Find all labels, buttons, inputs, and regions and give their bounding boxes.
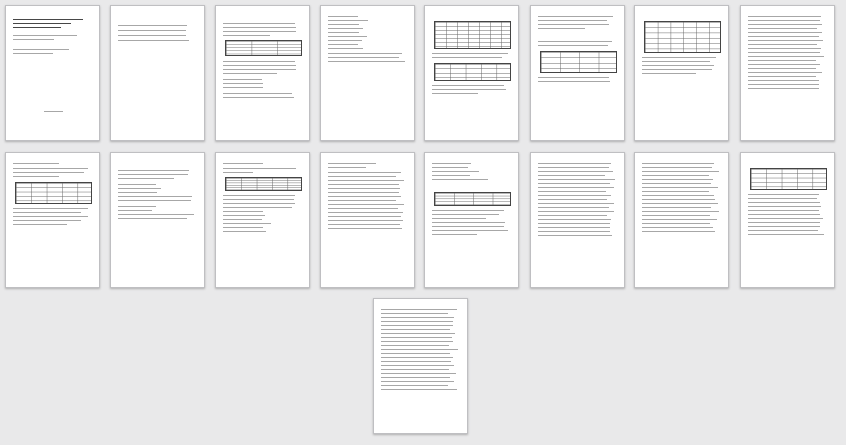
text-line bbox=[118, 178, 174, 179]
text-line bbox=[328, 200, 396, 201]
page-thumbnail-15[interactable] bbox=[634, 152, 729, 288]
text-line bbox=[642, 167, 712, 168]
text-line bbox=[642, 163, 714, 164]
text-line bbox=[118, 196, 192, 197]
text-line bbox=[748, 20, 820, 21]
text-line bbox=[432, 218, 486, 219]
text-line bbox=[642, 61, 710, 62]
text-line bbox=[381, 385, 448, 386]
text-line bbox=[381, 361, 451, 362]
text-line bbox=[432, 222, 505, 223]
text-line bbox=[328, 28, 363, 29]
text-line bbox=[223, 97, 294, 98]
page-thumbnail-4[interactable] bbox=[320, 5, 415, 141]
text-line bbox=[538, 231, 610, 232]
text-line bbox=[748, 194, 819, 195]
page-thumbnail-1[interactable] bbox=[5, 5, 100, 141]
text-line bbox=[381, 389, 457, 390]
text-line bbox=[13, 39, 54, 40]
text-line bbox=[223, 61, 295, 62]
page-thumbnail-2[interactable] bbox=[110, 5, 205, 141]
text-line bbox=[223, 231, 266, 232]
text-line bbox=[328, 61, 405, 62]
table bbox=[644, 21, 721, 53]
text-line bbox=[538, 183, 610, 184]
text-line bbox=[432, 171, 479, 172]
text-line bbox=[642, 231, 715, 232]
text-line bbox=[748, 36, 819, 37]
text-line bbox=[381, 341, 453, 342]
text-line bbox=[381, 345, 449, 346]
text-line bbox=[642, 65, 714, 66]
text-line bbox=[223, 93, 292, 94]
text-line bbox=[13, 35, 77, 36]
text-line bbox=[381, 329, 450, 330]
text-line bbox=[642, 187, 718, 188]
text-line bbox=[432, 234, 477, 235]
text-line bbox=[642, 183, 711, 184]
text-line bbox=[642, 219, 717, 220]
text-line bbox=[118, 184, 156, 185]
text-line bbox=[748, 222, 820, 223]
text-line bbox=[328, 212, 403, 213]
text-line bbox=[223, 172, 253, 173]
text-line bbox=[328, 216, 401, 217]
text-line bbox=[748, 24, 822, 25]
text-line bbox=[328, 40, 362, 41]
text-line bbox=[13, 216, 88, 217]
text-line bbox=[432, 179, 488, 180]
text-line bbox=[328, 204, 404, 205]
text-line bbox=[642, 179, 713, 180]
text-line bbox=[13, 23, 71, 24]
text-line bbox=[223, 223, 271, 224]
text-line bbox=[223, 83, 263, 84]
text-line bbox=[642, 175, 709, 176]
text-line bbox=[642, 199, 715, 200]
text-line bbox=[381, 381, 454, 382]
text-line bbox=[432, 230, 508, 231]
text-line bbox=[13, 212, 81, 213]
text-line bbox=[748, 40, 823, 41]
text-line bbox=[538, 187, 614, 188]
text-line bbox=[748, 28, 817, 29]
text-line bbox=[328, 220, 403, 221]
text-line bbox=[118, 214, 194, 215]
text-line bbox=[13, 176, 59, 177]
text-line bbox=[748, 218, 823, 219]
page-thumbnail-10[interactable] bbox=[110, 152, 205, 288]
text-line bbox=[223, 227, 263, 228]
text-line bbox=[328, 167, 366, 168]
text-line bbox=[328, 57, 399, 58]
table bbox=[434, 21, 511, 49]
text-line bbox=[328, 53, 402, 54]
text-line bbox=[328, 48, 363, 49]
text-line bbox=[538, 20, 607, 21]
text-line bbox=[13, 220, 81, 221]
page-thumbnail-11[interactable] bbox=[215, 152, 310, 288]
text-line bbox=[118, 30, 186, 31]
text-line bbox=[538, 195, 611, 196]
text-line bbox=[642, 73, 696, 74]
text-line bbox=[223, 203, 295, 204]
text-line bbox=[432, 167, 468, 168]
text-line bbox=[118, 192, 157, 193]
text-line bbox=[538, 203, 614, 204]
text-line bbox=[328, 16, 358, 17]
text-line bbox=[748, 72, 822, 73]
text-line bbox=[328, 172, 401, 173]
text-line bbox=[748, 198, 817, 199]
text-line bbox=[538, 24, 609, 25]
page-thumbnail-12[interactable] bbox=[320, 152, 415, 288]
text-line bbox=[13, 49, 69, 50]
text-line bbox=[642, 207, 711, 208]
page-thumbnail-14[interactable] bbox=[530, 152, 625, 288]
text-line bbox=[118, 218, 187, 219]
text-line bbox=[223, 35, 270, 36]
text-line bbox=[13, 224, 67, 225]
text-line bbox=[538, 235, 612, 236]
text-line bbox=[118, 40, 189, 41]
table bbox=[434, 192, 511, 206]
text-line bbox=[748, 230, 818, 231]
text-line bbox=[642, 191, 709, 192]
text-line bbox=[538, 167, 609, 168]
text-line bbox=[13, 27, 61, 28]
text-line bbox=[748, 76, 816, 77]
text-line bbox=[432, 89, 506, 90]
text-line bbox=[223, 69, 296, 70]
text-line bbox=[13, 172, 84, 173]
text-line bbox=[642, 211, 719, 212]
text-line bbox=[748, 48, 821, 49]
table bbox=[750, 168, 827, 190]
text-line bbox=[748, 226, 820, 227]
text-line bbox=[538, 207, 609, 208]
text-line bbox=[748, 202, 820, 203]
text-line bbox=[328, 224, 400, 225]
text-line bbox=[538, 199, 607, 200]
text-line bbox=[432, 57, 502, 58]
text-line bbox=[748, 64, 820, 65]
text-line bbox=[538, 179, 615, 180]
text-line bbox=[432, 210, 504, 211]
text-line bbox=[381, 357, 453, 358]
page-thumbnail-16[interactable] bbox=[740, 152, 835, 288]
text-line bbox=[328, 44, 358, 45]
text-line bbox=[328, 163, 376, 164]
text-line bbox=[748, 16, 821, 17]
text-line bbox=[538, 175, 605, 176]
text-line bbox=[642, 57, 716, 58]
table bbox=[225, 40, 302, 56]
text-line bbox=[328, 184, 399, 185]
text-line bbox=[328, 36, 367, 37]
text-line bbox=[223, 195, 295, 196]
text-line bbox=[642, 203, 718, 204]
text-line bbox=[538, 163, 611, 164]
text-line bbox=[118, 25, 187, 26]
text-line bbox=[13, 19, 83, 20]
text-line bbox=[432, 93, 478, 94]
text-line bbox=[223, 211, 263, 212]
text-line bbox=[642, 215, 710, 216]
text-line bbox=[432, 85, 504, 86]
text-line bbox=[13, 208, 88, 209]
text-line bbox=[538, 81, 610, 82]
text-line bbox=[118, 200, 191, 201]
text-line bbox=[13, 163, 59, 164]
text-line bbox=[642, 227, 713, 228]
text-line bbox=[223, 31, 296, 32]
text-line bbox=[223, 163, 263, 164]
text-line bbox=[223, 199, 294, 200]
text-line bbox=[432, 163, 471, 164]
text-line bbox=[223, 87, 263, 88]
text-line bbox=[381, 353, 450, 354]
text-line bbox=[328, 20, 368, 21]
text-line bbox=[223, 168, 296, 169]
text-line bbox=[328, 24, 359, 25]
text-line bbox=[381, 317, 454, 318]
page-thumbnail-6[interactable] bbox=[530, 5, 625, 141]
text-line bbox=[328, 208, 398, 209]
page-thumbnail-17[interactable] bbox=[373, 298, 468, 434]
text-line bbox=[538, 77, 609, 78]
text-line bbox=[748, 52, 820, 53]
text-line bbox=[642, 69, 712, 70]
text-line bbox=[223, 73, 277, 74]
text-line bbox=[538, 41, 612, 42]
text-line bbox=[748, 210, 819, 211]
text-line bbox=[381, 373, 456, 374]
text-line bbox=[748, 56, 824, 57]
text-line bbox=[118, 206, 156, 207]
text-line bbox=[642, 171, 719, 172]
text-line bbox=[538, 223, 610, 224]
text-line bbox=[118, 210, 152, 211]
text-line bbox=[748, 88, 819, 89]
table bbox=[15, 182, 92, 204]
text-line bbox=[748, 80, 819, 81]
text-line bbox=[538, 227, 610, 228]
text-line bbox=[381, 337, 452, 338]
text-line bbox=[223, 23, 295, 24]
text-line bbox=[748, 84, 819, 85]
text-line bbox=[118, 188, 161, 189]
table bbox=[540, 51, 617, 73]
text-line bbox=[328, 180, 404, 181]
text-line bbox=[432, 226, 504, 227]
text-line bbox=[44, 111, 64, 112]
text-line bbox=[432, 214, 499, 215]
text-line bbox=[538, 45, 608, 46]
text-line bbox=[328, 176, 396, 177]
text-line bbox=[328, 192, 399, 193]
text-line bbox=[13, 53, 53, 54]
text-line bbox=[538, 191, 606, 192]
text-line bbox=[538, 215, 607, 216]
text-line bbox=[223, 215, 265, 216]
text-line bbox=[538, 219, 611, 220]
table bbox=[225, 177, 302, 191]
text-line bbox=[748, 234, 824, 235]
text-line bbox=[748, 214, 820, 215]
text-line bbox=[432, 53, 508, 54]
text-line bbox=[381, 325, 453, 326]
text-line bbox=[381, 349, 458, 350]
page-thumbnail-5[interactable] bbox=[424, 5, 519, 141]
text-line bbox=[223, 219, 262, 220]
text-line bbox=[118, 35, 186, 36]
table bbox=[434, 63, 511, 81]
text-line bbox=[223, 65, 296, 66]
text-line bbox=[381, 321, 453, 322]
text-line bbox=[642, 223, 710, 224]
text-line bbox=[223, 207, 292, 208]
text-line bbox=[118, 170, 189, 171]
page-thumbnail-3[interactable] bbox=[215, 5, 310, 141]
text-line bbox=[642, 195, 714, 196]
text-line bbox=[223, 27, 296, 28]
text-line bbox=[381, 369, 449, 370]
text-line bbox=[538, 28, 585, 29]
text-line bbox=[538, 211, 614, 212]
text-line bbox=[328, 32, 359, 33]
text-line bbox=[328, 188, 400, 189]
text-line bbox=[748, 44, 817, 45]
text-line bbox=[748, 68, 816, 69]
text-line bbox=[381, 365, 454, 366]
page-thumbnail-13[interactable] bbox=[424, 152, 519, 288]
text-line bbox=[13, 168, 88, 169]
page-thumbnail-8[interactable] bbox=[740, 5, 835, 141]
page-thumbnail-9[interactable] bbox=[5, 152, 100, 288]
text-line bbox=[748, 206, 821, 207]
text-line bbox=[381, 313, 448, 314]
text-line bbox=[748, 60, 816, 61]
text-line bbox=[432, 175, 470, 176]
text-line bbox=[538, 171, 613, 172]
text-line bbox=[223, 79, 262, 80]
text-line bbox=[381, 309, 457, 310]
page-thumbnail-7[interactable] bbox=[634, 5, 729, 141]
text-line bbox=[328, 196, 401, 197]
text-line bbox=[748, 32, 822, 33]
text-line bbox=[381, 377, 450, 378]
text-line bbox=[381, 333, 455, 334]
text-line bbox=[118, 174, 188, 175]
text-line bbox=[538, 16, 613, 17]
text-line bbox=[328, 228, 402, 229]
